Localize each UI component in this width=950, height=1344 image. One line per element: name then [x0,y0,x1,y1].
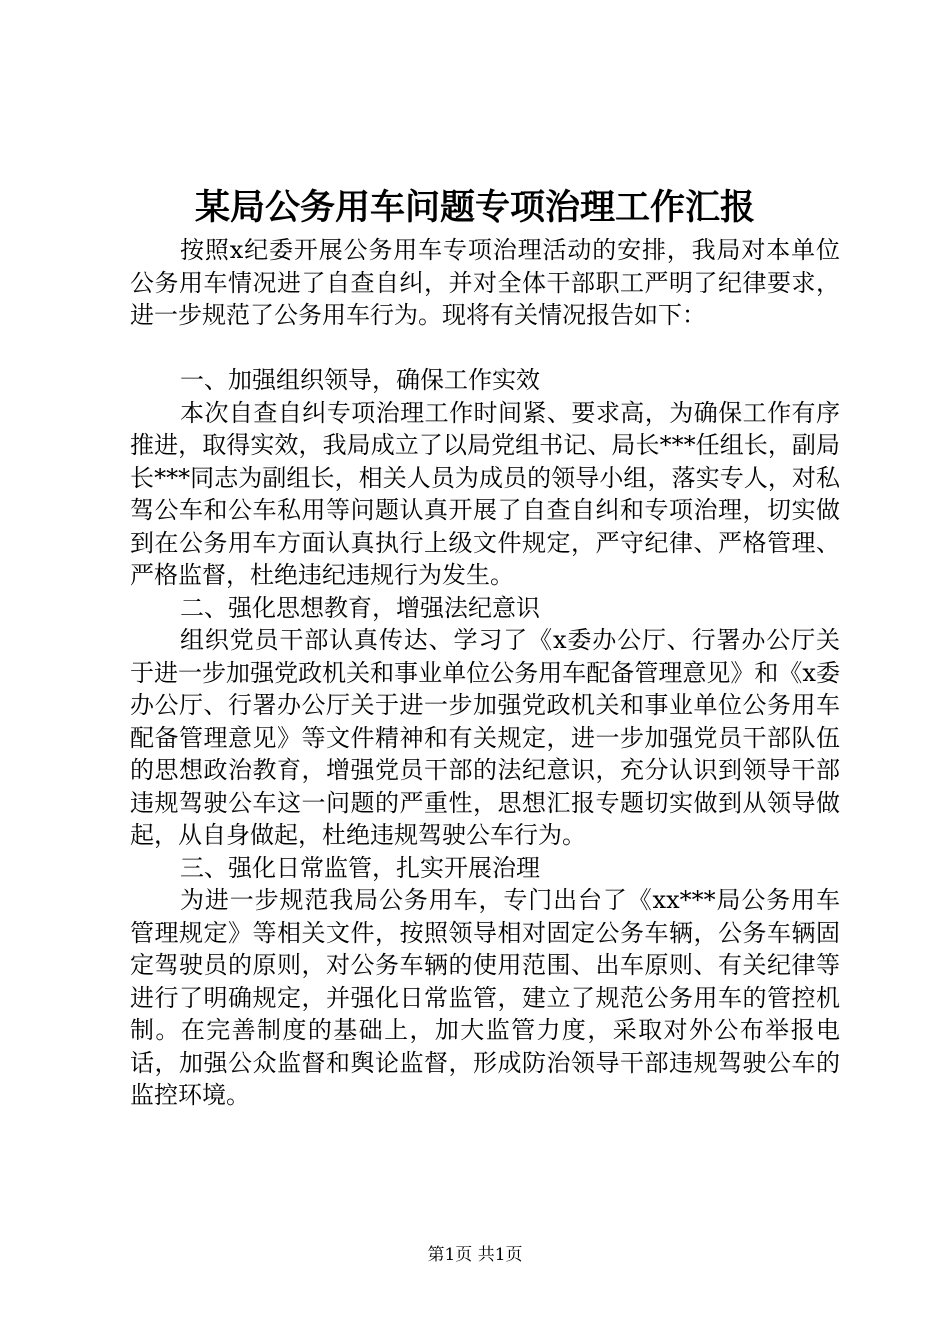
section-heading-1: 一、加强组织领导，确保工作实效 [180,366,540,394]
intro-paragraph: 按照x纪委开展公务用车专项治理活动的安排，我局对本单位公务用车情况进了自查自纠，并对全体干部职工严明了纪律要求，进一步规范了公务用车行为。现将有关情况报告如下： [130,236,840,329]
section-heading-3: 三、强化日常监管，扎实开展治理 [180,853,540,882]
document-body [130,234,840,1112]
page-footer: 第1页 共1页 [427,1245,523,1265]
section-paragraph-3: 为进一步规范我局公务用车，专门出台了《xx***局公务用车管理规定》等相关文件，按照领导相对固定公务车辆，公务车辆固定驾驶员的原则，对公务车辆的使用范围、出车原则、有关纪律等进行了明确规定，并强化日常监管，建立了规范公务用车的管控机制。在完善制度的基础上，加大监管力度，采取对外公布举报电话，加强公众监督和舆论监督，形成防治领导干部违规驾驶公车的监控环境。 [130,886,840,1109]
document-title: 某局公务用车问题专项治理工作汇报 [194,187,755,228]
section-paragraph-1: 本次自查自纠专项治理工作时间紧、要求高，为确保工作有序推进，取得实效，我局成立了以局党组书记、局长***任组长，副局长***同志为副组长，相关人员为成员的领导小组，落实专人，对私驾公车和公车私用等问题认真开展了自查自纠和专项治理，切实做到在公务用车方面认真执行上级文件规定，严守纪律、严格管理、严格监督，杜绝违纪违规行为发生。 [130,398,840,589]
section-paragraph-2: 组织党员干部认真传达、学习了《x委办公厅、行署办公厅关于进一步加强党政机关和事业单位公务用车配备管理意见》和《x委办公厅、行署办公厅关于进一步加强党政机关和事业单位公务用车配备管理意见》等文件精神和有关规定，进一步加强党员干部队伍的思想政治教育，增强党员干部的法纪意识，充分认识到领导干部违规驾驶公车这一问题的严重性，思想汇报专题切实做到从领导做起，从自身做起，杜绝违规驾驶公车行为。 [130,626,840,849]
paragraph-spacer [130,332,840,365]
section-heading-2: 二、强化思想教育，增强法纪意识 [180,593,540,622]
